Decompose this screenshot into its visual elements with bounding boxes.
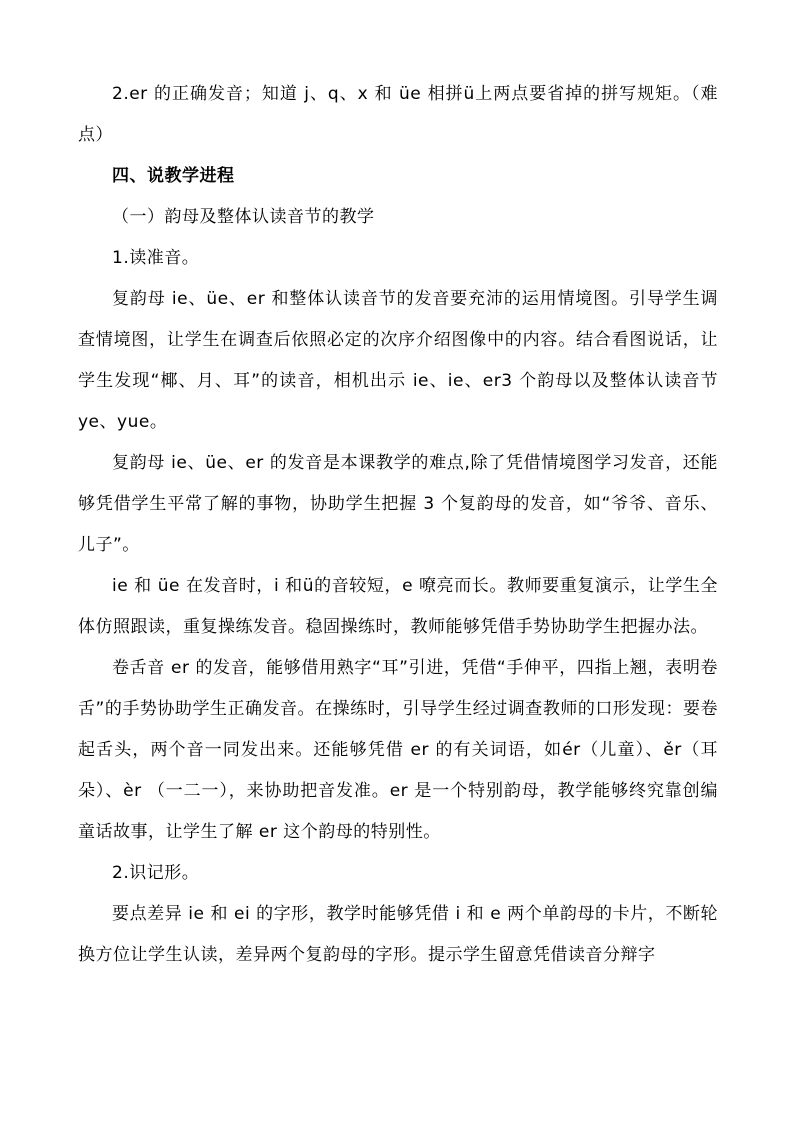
paragraph-situation-image: 复韵母 ie、üe、er 和整体认读音节的发音要充沛的运用情境图。引导学生调查情境图，让学生在调查后依照必定的次序介绍图像中的内容。结合看图说话，让学生发现“椰、月、耳”的读音，相机出示 ie、ie、er3 个韵母以及整体认读音节 ye、yue。 [78, 289, 718, 432]
step-heading-shape: 2.识记形。 [112, 863, 200, 883]
paragraph-ie-ue-practice: ie 和 üe 在发音时，i 和ü的音较短，e 嘹亮而长。教师要重复演示，让学生全体仿照跟读，重复操练发音。稳固操练时，教师能够凭借手势协助学生把握办法。 [78, 576, 718, 637]
paragraph-compound-finals: 复韵母 ie、üe、er 的发音是本课教学的难点,除了凭借情境图学习发音，还能够凭借学生平常了解的事物，协助学生把握 3 个复韵母的发音，如“爷爷、音乐、儿子”。 [78, 453, 718, 555]
document-page [78, 74, 718, 976]
paragraph-er-pronunciation: 卷舌音 er 的发音，能够借用熟字“耳”引进，凭借“手伸平，四指上翘，表明卷舌”的手势协助学生正确发音。在操练时，引导学生经过调查教师的口形发现：要卷起舌头，两个音一同发出来。还能够凭借 er 的有关词语，如ér（儿童）、ěr（耳朵）、èr （一二一），来协助把音发准。er 是一个特别韵母，教学能够终究靠创编童话故事，让学生了解 er 这个韵母的特别性。 [78, 658, 718, 842]
step-heading-read-sound: 1.读准音。 [112, 248, 200, 268]
paragraph-difficulty-point: 2.er 的正确发音；知道 j、q、x 和 üe 相拼ü上两点要省掉的拼写规矩。（难点） [78, 84, 718, 145]
paragraph-ie-ei-shape: 要点差异 ie 和 ei 的字形，教学时能够凭借 i 和 e 两个单韵母的卡片，不断轮换方位让学生认读，差异两个复韵母的字形。提示学生留意凭借读音分辩字 [78, 904, 718, 965]
subsection-heading: （一）韵母及整体认读音节的教学 [112, 207, 375, 227]
section-heading: 四、说教学进程 [112, 166, 235, 186]
